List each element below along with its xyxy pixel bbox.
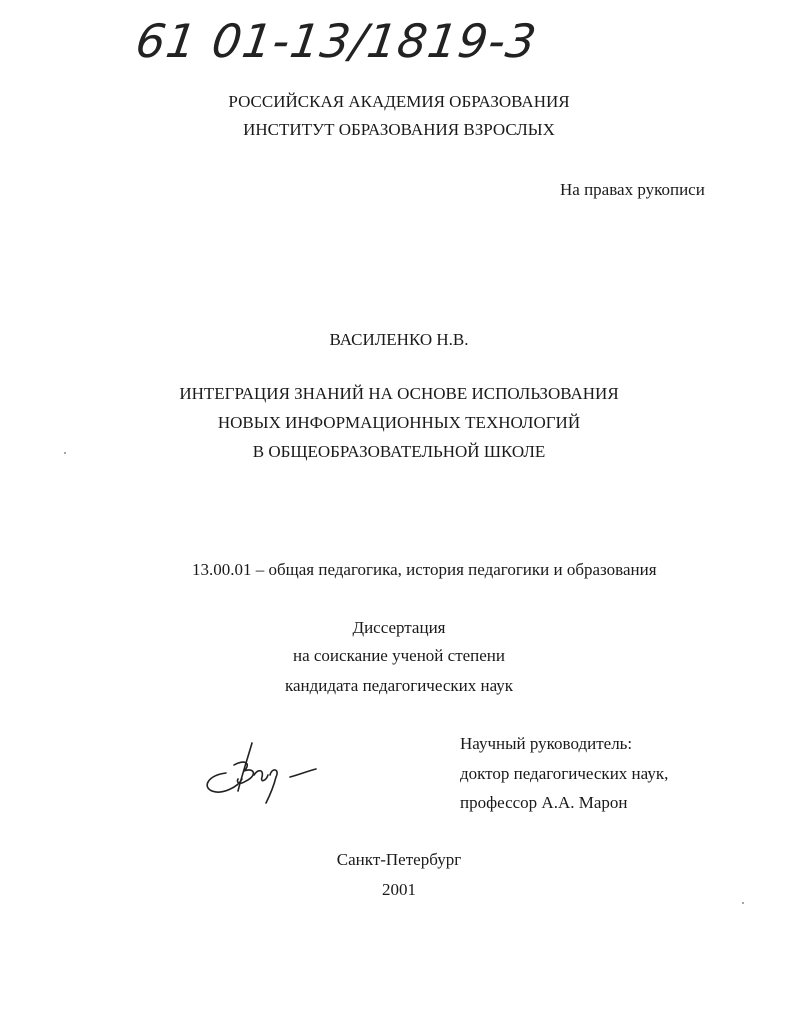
organization-line-2: ИНСТИТУТ ОБРАЗОВАНИЯ ВЗРОСЛЫХ [243, 120, 555, 139]
degree-line-1: Диссертация [352, 618, 446, 637]
rights-note: На правах рукописи [560, 180, 705, 199]
specialty-code: 13.00.01 – общая педагогика, история педагогики и образования [192, 560, 657, 579]
handwritten-archive-code: 61 01-13/1819-3 [132, 14, 541, 68]
supervisor-label: Научный руководитель: [460, 734, 633, 753]
organization-line-1: РОССИЙСКАЯ АКАДЕМИЯ ОБРАЗОВАНИЯ [228, 92, 570, 111]
year: 2001 [382, 880, 416, 899]
city: Санкт-Петербург [336, 850, 462, 869]
title-line-2: НОВЫХ ИНФОРМАЦИОННЫХ ТЕХНОЛОГИЙ [217, 413, 581, 432]
supervisor-degree: доктор педагогических наук, [460, 764, 669, 783]
supervisor-name: профессор А.А. Марон [460, 793, 628, 812]
scan-speck [742, 902, 744, 904]
degree-line-3: кандидата педагогических наук [284, 676, 514, 695]
author-signature [198, 735, 323, 810]
degree-line-2: на соискание ученой степени [292, 646, 506, 665]
author-name: ВАСИЛЕНКО Н.В. [329, 330, 469, 349]
scan-speck [64, 452, 66, 454]
title-line-1: ИНТЕГРАЦИЯ ЗНАНИЙ НА ОСНОВЕ ИСПОЛЬЗОВАНИЯ [179, 384, 619, 403]
title-line-3: В ОБЩЕОБРАЗОВАТЕЛЬНОЙ ШКОЛЕ [252, 442, 546, 461]
